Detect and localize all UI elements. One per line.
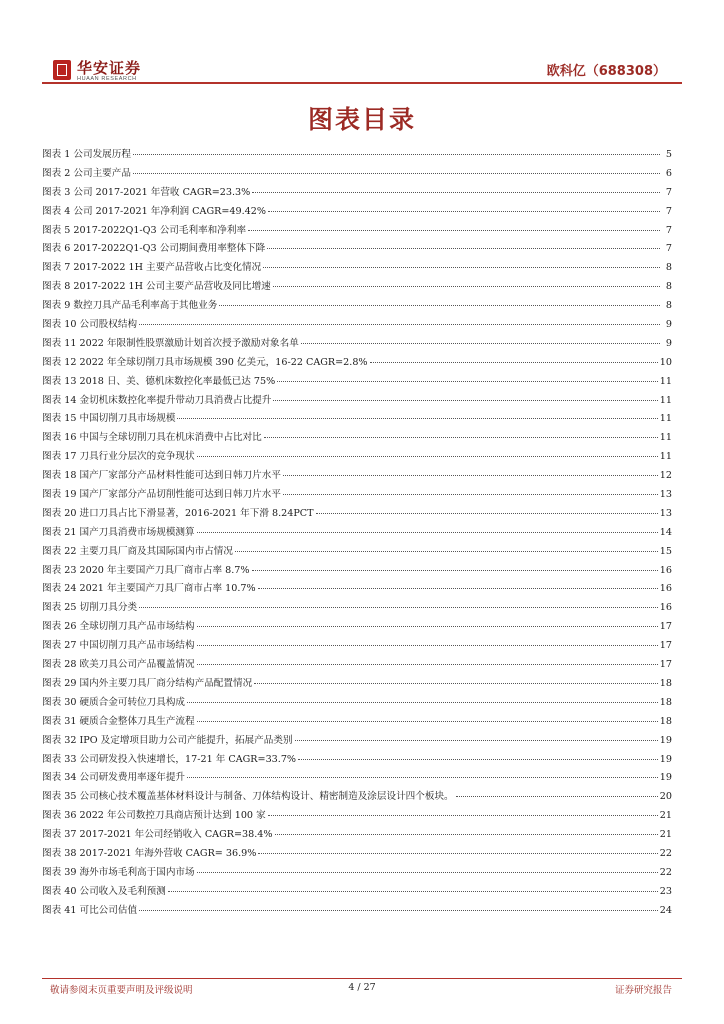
toc-entry-page: 16 xyxy=(659,583,672,595)
header-divider xyxy=(42,82,682,84)
toc-dot-leader xyxy=(283,475,658,476)
toc-entry-page: 8 xyxy=(665,300,672,312)
toc-entry[interactable] xyxy=(42,222,672,241)
toc-entry-title: 图表 23 2020 年主要国产刀具厂商市占率 8.7% xyxy=(42,564,250,576)
toc-entry-title: 图表 15 中国切削刀具市场规模 xyxy=(42,413,176,425)
toc-dot-leader xyxy=(316,513,658,514)
toc-dot-leader xyxy=(370,362,658,363)
toc-entry-title: 图表 4 公司 2017-2021 年净利润 CAGR=49.42% xyxy=(42,205,266,217)
toc-dot-leader xyxy=(197,664,658,665)
toc-entry-title: 图表 6 2017-2022Q1-Q3 公司期间费用率整体下降 xyxy=(42,243,266,255)
toc-entry-page: 15 xyxy=(659,545,672,557)
toc-dot-leader xyxy=(252,192,660,193)
toc-entry-page: 24 xyxy=(659,904,672,916)
table-of-figures xyxy=(42,146,672,921)
toc-dot-leader xyxy=(273,400,657,401)
toc-dot-leader xyxy=(258,588,658,589)
logo-subtext: HUAAN RESEARCH xyxy=(77,76,137,82)
toc-entry-title: 图表 28 欧美刀具公司产品覆盖情况 xyxy=(42,659,195,671)
toc-entry-page: 11 xyxy=(659,375,672,387)
page-title: 图表目录 xyxy=(307,105,416,134)
toc-dot-leader xyxy=(283,494,658,495)
toc-entry[interactable] xyxy=(42,486,672,505)
toc-entry[interactable] xyxy=(42,562,672,581)
toc-entry-title: 图表 7 2017-2022 1H 主要产品营收占比变化情况 xyxy=(42,262,262,274)
toc-dot-leader xyxy=(219,305,660,306)
toc-entry-title: 图表 30 硬质合金可转位刀具构成 xyxy=(42,696,186,708)
page-number: 4 / 27 xyxy=(348,982,376,993)
toc-entry[interactable] xyxy=(42,259,672,278)
footer-report-type: 证券研究报告 xyxy=(614,985,672,996)
toc-entry-page: 21 xyxy=(659,810,672,822)
toc-entry-title: 图表 17 刀具行业分层次的竞争现状 xyxy=(42,451,195,463)
toc-entry-page: 9 xyxy=(665,319,672,331)
toc-entry-title: 图表 29 国内外主要刀具厂商分结构产品配置情况 xyxy=(42,677,253,689)
toc-entry-title: 图表 32 IPO 及定增项目助力公司产能提升，拓展产品类别 xyxy=(42,734,293,746)
toc-dot-leader xyxy=(264,437,658,438)
toc-entry-page: 20 xyxy=(659,791,672,803)
toc-dot-leader xyxy=(248,230,660,231)
toc-entry[interactable] xyxy=(42,864,672,883)
toc-entry[interactable] xyxy=(42,392,672,411)
toc-dot-leader xyxy=(139,607,658,608)
toc-entry-title: 图表 36 2022 年公司数控刀具商店预计达到 100 家 xyxy=(42,810,266,822)
logo-text: 华安证券 xyxy=(77,59,142,77)
toc-entry-page: 8 xyxy=(665,262,672,274)
toc-entry[interactable] xyxy=(42,240,672,259)
toc-entry[interactable] xyxy=(42,826,672,845)
toc-entry[interactable] xyxy=(42,751,672,770)
toc-entry-title: 图表 13 2018 日、美、德机床数控化率最低已达 75% xyxy=(42,375,276,387)
toc-dot-leader xyxy=(235,551,658,552)
toc-entry[interactable] xyxy=(42,429,672,448)
toc-entry-page: 23 xyxy=(659,885,672,897)
toc-entry-title: 图表 16 中国与全球切削刀具在机床消费中占比对比 xyxy=(42,432,262,444)
toc-dot-leader xyxy=(268,211,660,212)
toc-dot-leader xyxy=(456,796,658,797)
toc-entry-page: 12 xyxy=(659,470,672,482)
toc-dot-leader xyxy=(197,872,658,873)
toc-entry[interactable] xyxy=(42,807,672,826)
toc-entry[interactable] xyxy=(42,618,672,637)
toc-entry-page: 19 xyxy=(659,734,672,746)
toc-dot-leader xyxy=(267,248,660,249)
footer-disclaimer: 敬请参阅末页重要声明及评级说明 xyxy=(50,985,193,996)
toc-entry[interactable] xyxy=(42,580,672,599)
toc-entry-page: 17 xyxy=(659,659,672,671)
toc-entry-page: 19 xyxy=(659,772,672,784)
toc-entry[interactable] xyxy=(42,675,672,694)
toc-entry-title: 图表 11 2022 年限制性股票激励计划首次授予激励对象名单 xyxy=(42,337,299,349)
toc-entry[interactable] xyxy=(42,278,672,297)
toc-dot-leader xyxy=(277,381,658,382)
toc-entry-title: 图表 18 国产厂家部分产品材料性能可达到日韩刀片水平 xyxy=(42,470,281,482)
toc-entry[interactable] xyxy=(42,656,672,675)
toc-dot-leader xyxy=(252,570,658,571)
toc-dot-leader xyxy=(263,267,660,268)
footer-divider xyxy=(42,978,682,979)
toc-entry-page: 7 xyxy=(665,186,672,198)
toc-entry-title: 图表 9 数控刀具产品毛利率高于其他业务 xyxy=(42,300,218,312)
toc-entry-page: 17 xyxy=(659,640,672,652)
toc-entry-page: 17 xyxy=(659,621,672,633)
toc-entry-title: 图表 21 国产刀具消费市场规模测算 xyxy=(42,526,195,538)
toc-entry-page: 8 xyxy=(665,281,672,293)
toc-entry-title: 图表 10 公司股权结构 xyxy=(42,319,138,331)
toc-dot-leader xyxy=(197,645,658,646)
toc-entry-page: 6 xyxy=(665,167,672,179)
toc-entry[interactable] xyxy=(42,713,672,732)
toc-entry-title: 图表 12 2022 年全球切削刀具市场规模 390 亿美元，16-22 CAGR=2.8% xyxy=(42,356,368,368)
toc-entry[interactable] xyxy=(42,297,672,316)
toc-entry-title: 图表 27 中国切削刀具产品市场结构 xyxy=(42,640,195,652)
toc-dot-leader xyxy=(168,891,658,892)
toc-dot-leader xyxy=(187,702,658,703)
toc-entry-page: 13 xyxy=(659,489,672,501)
toc-entry[interactable] xyxy=(42,902,672,921)
toc-entry[interactable] xyxy=(42,769,672,788)
toc-entry[interactable] xyxy=(42,203,672,222)
toc-entry-page: 7 xyxy=(665,243,672,255)
toc-entry-page: 19 xyxy=(659,753,672,765)
toc-dot-leader xyxy=(273,286,660,287)
toc-entry-title: 图表 5 2017-2022Q1-Q3 公司毛利率和净利率 xyxy=(42,224,247,236)
logo-seal-icon xyxy=(53,60,71,80)
toc-dot-leader xyxy=(254,683,658,684)
toc-entry[interactable] xyxy=(42,732,672,751)
toc-entry[interactable] xyxy=(42,883,672,902)
toc-dot-leader xyxy=(295,740,658,741)
toc-entry-title: 图表 2 公司主要产品 xyxy=(42,167,131,179)
toc-dot-leader xyxy=(275,834,658,835)
toc-entry-page: 14 xyxy=(659,526,672,538)
toc-dot-leader xyxy=(268,815,658,816)
toc-entry[interactable] xyxy=(42,788,672,807)
toc-entry[interactable] xyxy=(42,184,672,203)
toc-entry-page: 13 xyxy=(659,507,672,519)
toc-entry-page: 18 xyxy=(659,715,672,727)
toc-dot-leader xyxy=(298,759,658,760)
toc-entry[interactable] xyxy=(42,410,672,429)
toc-dot-leader xyxy=(258,853,657,854)
toc-entry[interactable] xyxy=(42,845,672,864)
company-logo xyxy=(53,57,163,85)
toc-entry-title: 图表 38 2017-2021 年海外营收 CAGR= 36.9% xyxy=(42,847,257,859)
company-name: 欧科亿（688308） xyxy=(546,64,666,79)
toc-entry-title: 图表 3 公司 2017-2021 年营收 CAGR=23.3% xyxy=(42,186,251,198)
toc-dot-leader xyxy=(139,910,658,911)
toc-entry-title: 图表 39 海外市场毛利高于国内市场 xyxy=(42,866,195,878)
toc-entry[interactable] xyxy=(42,165,672,184)
toc-entry-page: 11 xyxy=(659,394,672,406)
toc-dot-leader xyxy=(139,324,660,325)
toc-entry-page: 11 xyxy=(659,413,672,425)
toc-entry-title: 图表 41 可比公司估值 xyxy=(42,904,138,916)
toc-entry-title: 图表 37 2017-2021 年公司经销收入 CAGR=38.4% xyxy=(42,829,273,841)
toc-entry-page: 18 xyxy=(659,677,672,689)
toc-entry[interactable] xyxy=(42,467,672,486)
toc-entry[interactable] xyxy=(42,354,672,373)
toc-entry-title: 图表 26 全球切削刀具产品市场结构 xyxy=(42,621,195,633)
toc-entry-page: 16 xyxy=(659,564,672,576)
toc-entry-title: 图表 22 主要刀具厂商及其国际国内市占情况 xyxy=(42,545,233,557)
toc-dot-leader xyxy=(301,343,660,344)
toc-entry[interactable] xyxy=(42,316,672,335)
toc-dot-leader xyxy=(197,532,658,533)
toc-dot-leader xyxy=(133,173,660,174)
toc-dot-leader xyxy=(197,626,658,627)
toc-entry[interactable] xyxy=(42,448,672,467)
toc-entry[interactable] xyxy=(42,373,672,392)
toc-entry-page: 7 xyxy=(665,224,672,236)
toc-entry-page: 5 xyxy=(665,149,672,160)
toc-entry-title: 图表 14 金切机床数控化率提升带动刀具消费占比提升 xyxy=(42,394,272,406)
toc-entry[interactable] xyxy=(42,543,672,562)
toc-entry-page: 22 xyxy=(659,866,672,878)
toc-entry-page: 11 xyxy=(659,432,672,444)
toc-entry-title: 图表 31 硬质合金整体刀具生产流程 xyxy=(42,715,195,727)
toc-entry-title: 图表 20 进口刀具占比下滑显著，2016-2021 年下滑 8.24PCT xyxy=(42,507,314,519)
toc-entry-title: 图表 40 公司收入及毛利预测 xyxy=(42,885,166,897)
toc-entry[interactable] xyxy=(42,637,672,656)
toc-entry[interactable] xyxy=(42,599,672,618)
toc-entry[interactable] xyxy=(42,524,672,543)
toc-entry-page: 11 xyxy=(659,451,672,463)
toc-entry-page: 22 xyxy=(659,847,672,859)
toc-entry-title: 图表 8 2017-2022 1H 公司主要产品营收及同比增速 xyxy=(42,281,271,293)
toc-dot-leader xyxy=(133,154,660,155)
toc-entry[interactable] xyxy=(42,146,672,165)
toc-entry-page: 18 xyxy=(659,696,672,708)
toc-entry-title: 图表 35 公司核心技术覆盖基体材料设计与制备、刀体结构设计、精密制造及涂层设计四个板块。 xyxy=(42,791,454,803)
toc-dot-leader xyxy=(177,418,657,419)
toc-entry-title: 图表 25 切削刀具分类 xyxy=(42,602,138,614)
toc-entry-page: 10 xyxy=(659,356,672,368)
toc-entry-title: 图表 19 国产厂家部分产品切削性能可达到日韩刀片水平 xyxy=(42,489,281,501)
toc-entry-page: 9 xyxy=(665,337,672,349)
toc-entry-title: 图表 24 2021 年主要国产刀具厂商市占率 10.7% xyxy=(42,583,256,595)
toc-entry-title: 图表 1 公司发展历程 xyxy=(42,149,131,160)
toc-entry[interactable] xyxy=(42,694,672,713)
toc-dot-leader xyxy=(197,721,658,722)
toc-entry-page: 21 xyxy=(659,829,672,841)
toc-entry-page: 16 xyxy=(659,602,672,614)
page-header xyxy=(0,0,724,90)
toc-dot-leader xyxy=(197,456,658,457)
toc-entry-title: 图表 33 公司研发投入快速增长，17-21 年 CAGR=33.7% xyxy=(42,753,297,765)
toc-entry[interactable] xyxy=(42,335,672,354)
toc-entry-page: 7 xyxy=(665,205,672,217)
toc-dot-leader xyxy=(187,777,658,778)
toc-entry-title: 图表 34 公司研发费用率逐年提升 xyxy=(42,772,186,784)
toc-entry[interactable] xyxy=(42,505,672,524)
